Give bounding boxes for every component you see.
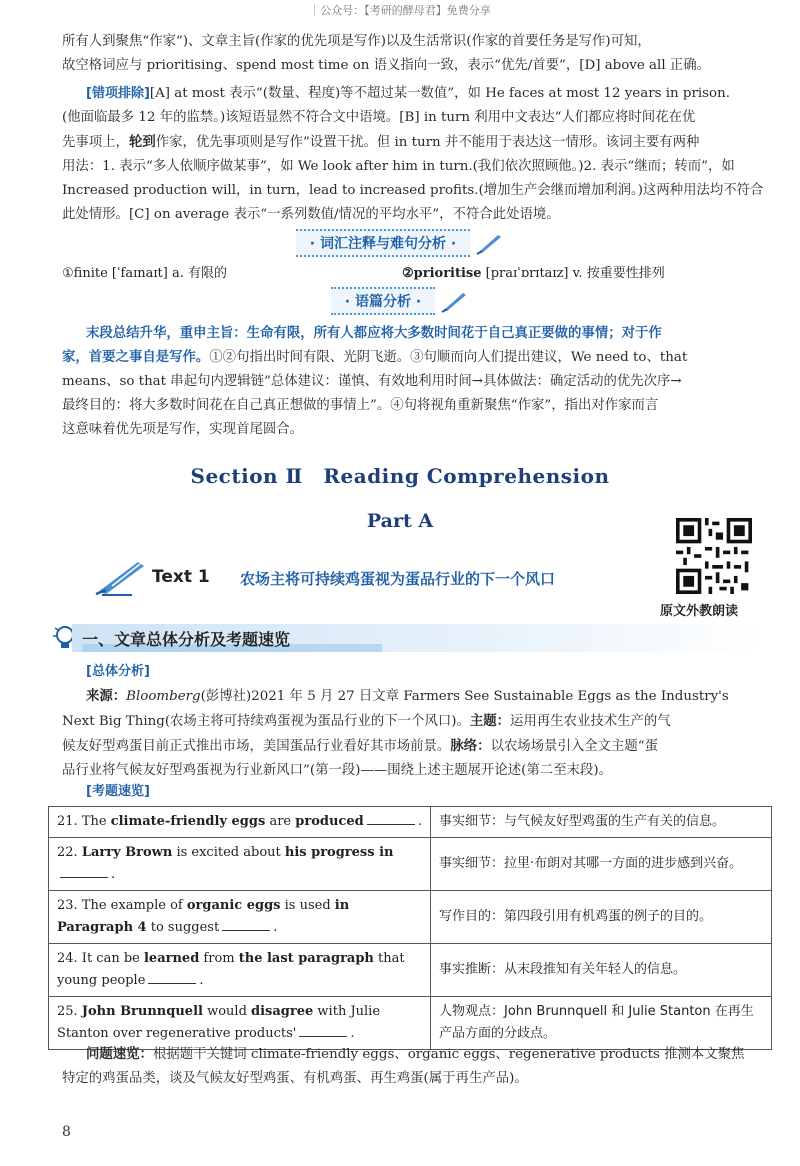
vocab-word: ②prioritise <box>402 266 482 281</box>
answer-blank[interactable] <box>222 930 270 931</box>
analysis-emphasis: 末段总结升华，重申主旨：生命有限，所有人都应将大多数时间花于自己真正要做的事情；对于作 <box>86 326 662 341</box>
question-period: . <box>273 920 278 935</box>
text-emphasis: 轮到 <box>128 134 156 150</box>
questions-table <box>48 806 772 1050</box>
question-text: 22. <box>57 845 82 860</box>
question-description: 事实推断：从末段推知有关年轻人的信息。 <box>431 944 772 997</box>
text-line: 这意味着优先项是写作，实现首尾圆合。 <box>62 422 304 437</box>
text-line: [A] at most 表示“(数量、程度)等不超过某一数值”，如 He faces at most 12 years in prison. <box>149 86 730 101</box>
text-line: Next Big Thing(农场主将可持续鸡蛋视为蛋品行业的下一个风口)。 <box>62 714 470 729</box>
question-keyword: the last paragraph <box>238 951 374 966</box>
answer-blank[interactable] <box>148 983 196 984</box>
heading-bar <box>52 622 776 654</box>
vocab-item <box>402 262 772 281</box>
question-text: from <box>199 951 239 966</box>
answer-blank[interactable] <box>60 877 108 878</box>
question-text: are <box>265 814 296 829</box>
text-line: 故空格词应与 prioritising、spend most time on 语义指向一致，表示“优先/首要”，[D] above all 正确。 <box>62 58 711 73</box>
text-line: 所有人到聚焦“作家”)、文章主旨(作家的优先项是写作)以及生活常识(作家的首要任务是写作)可知， <box>62 34 651 49</box>
source-name: Bloomberg <box>126 689 201 704</box>
quick-look <box>62 780 772 804</box>
text-line: 品行业将气候友好型鸡蛋视为行业新风口”(第一段)——围绕上述主题展开论述(第二至末段)。 <box>62 763 612 778</box>
vocab-item: ①finite [ˈfaɪnaɪt] a. 有限的 <box>62 266 227 281</box>
source-label: 来源： <box>86 688 127 704</box>
question-keyword: John Brunnquell <box>81 1004 203 1019</box>
analysis-emphasis: 家，首要之事自是写作。 <box>62 350 210 365</box>
table-row <box>49 944 772 997</box>
question-text: . <box>111 867 116 882</box>
heading-title: 一、文章总体分析及考题速览 <box>82 630 291 649</box>
question-description: 事实细节：拉里·布朗对其哪一方面的进步感到兴奋。 <box>431 838 772 891</box>
question-text: 21. The <box>57 814 111 829</box>
text-title: 农场主将可持续鸡蛋视为蛋品行业的下一个风口 <box>240 570 556 588</box>
text-line: (彭博社)2021 年 5 月 27 日文章 Farmers See Sustainable Eggs as the Industry's <box>200 689 729 704</box>
question-cell <box>49 838 431 891</box>
question-description: 写作目的：第四段引用有机鸡蛋的例子的目的。 <box>431 891 772 944</box>
question-keyword: his progress in <box>284 845 394 860</box>
question-text: 23. The example of <box>57 898 187 913</box>
table-row <box>49 891 772 944</box>
theme-label: 主题： <box>469 713 511 729</box>
text-line: 根据题干关键词 climate-friendly eggs、organic eggs、regenerative products 推测本文聚焦 <box>152 1047 745 1062</box>
table-row <box>49 807 772 838</box>
question-period: . <box>350 1026 355 1041</box>
question-text: is excited about <box>172 845 285 860</box>
text-line: 以农场场景引入全文主题“蛋 <box>490 739 659 754</box>
text-number: Text 1 <box>152 567 210 587</box>
question-keyword: organic eggs <box>186 898 281 913</box>
bottom-paragraph <box>62 1042 772 1091</box>
question-cell <box>49 944 431 997</box>
question-text: that young people <box>57 951 405 988</box>
error-elimination-label: [错项排除] <box>86 86 150 101</box>
vocab-banner <box>0 230 800 256</box>
overall-label: [总体分析] <box>86 664 150 679</box>
qr-code-icon[interactable] <box>676 518 752 594</box>
answer-blank[interactable] <box>299 1036 347 1037</box>
question-description: 事实细节：与气候友好型鸡蛋的生产有关的信息。 <box>431 807 772 838</box>
quill-pen-icon <box>439 289 469 313</box>
question-text: is used <box>280 898 335 913</box>
question-text: 25. <box>57 1004 82 1019</box>
page-number: 8 <box>62 1124 71 1140</box>
text-line: 运用再生农业技术生产的气 <box>510 714 671 729</box>
question-keyword: produced <box>295 814 364 829</box>
vocab-banner-label: · 词汇注释与难句分析 · <box>296 229 470 257</box>
text-line: ①②句指出时间有限、光阴飞逝。③句顺而向人们提出建议，We need to、that <box>209 350 688 365</box>
analysis-paragraph <box>62 322 772 442</box>
text-line: 作家，优先事项则是写作”设置干扰。但 in turn 并不能用于表达这一情形。该词主要有两种 <box>155 135 700 150</box>
question-text: with Julie Stanton over regenerative products' <box>57 1004 381 1041</box>
analysis-banner <box>0 288 800 314</box>
question-keyword: in Paragraph 4 <box>57 898 350 935</box>
paragraph-top <box>62 30 772 78</box>
analysis-banner-label: · 语篇分析 · <box>331 287 435 315</box>
question-period: . <box>199 973 204 988</box>
vocab-definition: [praɪˈɒrɪtaɪz] v. 按重要性排列 <box>481 266 665 281</box>
text-line: 特定的鸡蛋品类，谈及气候友好型鸡蛋、有机鸡蛋、再生鸡蛋(属于再生产品)。 <box>62 1071 528 1086</box>
section-title: Section Ⅱ Reading Comprehension <box>190 464 610 488</box>
question-text: . <box>417 814 422 829</box>
answer-blank[interactable] <box>367 824 415 825</box>
question-description: 人物观点：John Brunnquell 和 Julie Stanton 在再生产品方面的分歧点。 <box>431 997 772 1050</box>
text-line: Increased production will，in turn，lead to increased profits.(增加生产会继而增加利润。)这两种用法均不符合 <box>62 183 764 198</box>
overall-analysis <box>62 660 772 783</box>
part-title: Part A <box>366 510 434 532</box>
question-text: 24. It can be <box>57 951 144 966</box>
text-line: means、so that 串起句内逻辑链“总体建议：谨慎、有效地利用时间→具体做法：确定活动的优先次序→ <box>62 374 682 389</box>
text-line: 最终目的：将大多数时间花在自己真正想做的事情上”。④句将视角重新聚焦“作家”，指出对作家而言 <box>62 398 659 413</box>
question-keyword: climate-friendly eggs <box>110 814 266 829</box>
question-cell <box>49 807 431 838</box>
qr-caption: 原文外教朗读 <box>660 604 739 619</box>
question-cell <box>49 891 431 944</box>
quick-label: 问题速览： <box>86 1046 153 1062</box>
quill-pen-icon <box>474 231 504 255</box>
question-keyword: disagree <box>251 1004 314 1019</box>
question-keyword: Larry Brown <box>81 845 173 860</box>
quick-look-label: [考题速览] <box>86 784 150 799</box>
text-line: 候友好型鸡蛋目前正式推出市场，美国蛋品行业看好其市场前景。 <box>62 739 451 754</box>
quill-pen-icon <box>92 556 148 596</box>
question-text: would <box>202 1004 252 1019</box>
text-line: 先事项上， <box>62 135 129 150</box>
question-text: to suggest <box>146 920 220 935</box>
text-line: 此处情形。[C] on average 表示“一系列数值/情况的平均水平”，不符合此处语境。 <box>62 207 560 222</box>
text-line: 用法：1. 表示“多人依顺序做某事”，如 We look after him in turn.(我们依次照顾他。)2. 表示“继而；转而”，如 <box>62 159 735 174</box>
thread-label: 脉络： <box>450 738 491 754</box>
table-row <box>49 838 772 891</box>
error-elimination <box>62 82 772 227</box>
page-header: ｜公众号：【考研的酵母君】免费分享 <box>309 4 491 17</box>
question-keyword: learned <box>143 951 200 966</box>
text-line: (他面临最多 12 年的监禁。)该短语显然不符合文中语境。[B] in turn 利用中文表达“人们都应将时间花在优 <box>62 110 696 125</box>
vocab-list <box>62 262 772 281</box>
